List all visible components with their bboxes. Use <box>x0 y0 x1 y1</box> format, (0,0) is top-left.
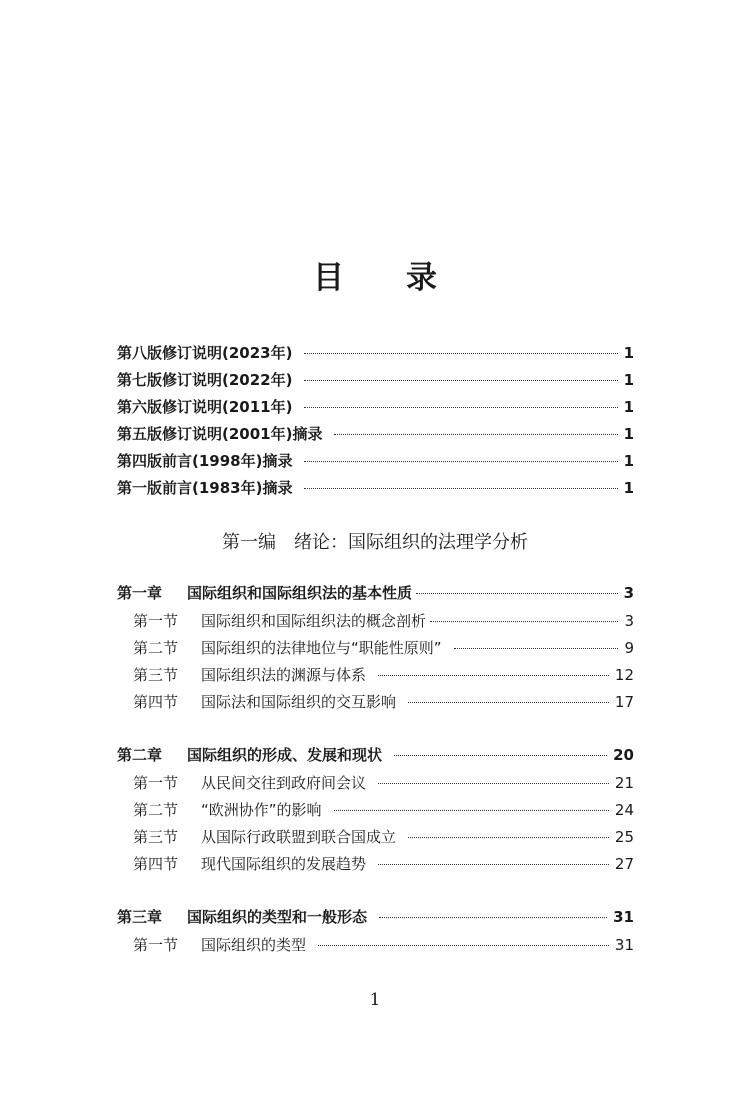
leader-dots <box>304 488 617 489</box>
section-title: 现代国际组织的发展趋势 <box>201 855 367 873</box>
toc-entry-page: 3 <box>624 612 634 630</box>
section-title: “欧洲协作”的影响 <box>201 801 322 819</box>
toc-entry-section-1-4[interactable] <box>133 692 634 712</box>
leader-dots <box>378 783 609 784</box>
toc-entry-page: 1 <box>623 425 634 443</box>
leader-dots <box>408 702 609 703</box>
title-char-1: 目 <box>313 260 344 296</box>
toc-entry-label: 第五版修订说明(2001年)摘录 <box>117 425 323 443</box>
leader-dots <box>304 461 617 462</box>
toc-entry-page: 1 <box>623 344 634 362</box>
section-number: 第四节 <box>133 693 179 711</box>
chapter-number: 第三章 <box>117 908 163 926</box>
toc-entry-chapter-1[interactable] <box>117 583 634 603</box>
section-number: 第四节 <box>133 855 179 873</box>
section-number: 第三节 <box>133 666 179 684</box>
section-number: 第二节 <box>133 639 179 657</box>
toc-entry-front-2[interactable] <box>117 370 634 390</box>
toc-entry-page: 17 <box>614 693 634 711</box>
title-char-2: 录 <box>406 260 437 296</box>
section-title: 从民间交往到政府间会议 <box>201 774 367 792</box>
chapter-title: 国际组织的形成、发展和现状 <box>187 746 383 764</box>
toc-entry-front-6[interactable] <box>117 478 634 498</box>
page-title <box>0 252 750 297</box>
toc-entry-chapter-3[interactable] <box>117 907 634 927</box>
leader-dots <box>394 755 607 756</box>
toc-entry-section-1-1[interactable] <box>133 611 634 631</box>
toc-entry-page: 9 <box>624 639 634 657</box>
section-title: 国际组织的法律地位与“职能性原则” <box>201 639 442 657</box>
toc-entry-page: 1 <box>623 452 634 470</box>
leader-dots <box>304 407 617 408</box>
section-title: 国际组织的类型 <box>201 936 307 954</box>
section-number: 第二节 <box>133 801 179 819</box>
toc-entry-section-2-4[interactable] <box>133 854 634 874</box>
toc-entry-page: 1 <box>623 398 634 416</box>
leader-dots <box>378 675 609 676</box>
toc-entry-section-1-2[interactable] <box>133 638 634 658</box>
toc-entry-page: 12 <box>614 666 634 684</box>
chapter-title: 国际组织和国际组织法的基本性质 <box>187 584 413 602</box>
toc-entry-section-2-1[interactable] <box>133 773 634 793</box>
toc-entry-front-3[interactable] <box>117 397 634 417</box>
part-title: 绪论：国际组织的法理学分析 <box>294 532 528 553</box>
toc-entry-label: 第四版前言(1998年)摘录 <box>117 452 293 470</box>
toc-entry-section-2-2[interactable] <box>133 800 634 820</box>
section-title: 从国际行政联盟到联合国成立 <box>201 828 397 846</box>
toc-entry-label: 第八版修订说明(2023年) <box>117 344 293 362</box>
toc-entry-page: 21 <box>614 774 634 792</box>
toc-entry-label: 第七版修订说明(2022年) <box>117 371 293 389</box>
toc-entry-page: 1 <box>623 479 634 497</box>
toc-entry-front-5[interactable] <box>117 451 634 471</box>
section-number: 第一节 <box>133 936 179 954</box>
leader-dots <box>318 945 609 946</box>
toc-entry-section-3-1[interactable] <box>133 935 634 955</box>
toc-entry-chapter-2[interactable] <box>117 745 634 765</box>
section-number: 第一节 <box>133 612 179 630</box>
leader-dots <box>379 917 607 918</box>
toc-entry-label: 第一版前言(1983年)摘录 <box>117 479 293 497</box>
chapter-title: 国际组织的类型和一般形态 <box>187 908 368 926</box>
toc-entry-page: 20 <box>613 746 634 764</box>
leader-dots <box>416 593 618 594</box>
toc-entry-page: 3 <box>623 584 634 602</box>
toc-entry-page: 27 <box>614 855 634 873</box>
toc-entry-front-1[interactable] <box>117 343 634 363</box>
part-heading <box>0 528 750 554</box>
section-number: 第三节 <box>133 828 179 846</box>
section-title: 国际法和国际组织的交互影响 <box>201 693 397 711</box>
leader-dots <box>378 864 609 865</box>
part-number: 第一编 <box>222 532 276 553</box>
chapter-number: 第一章 <box>117 584 163 602</box>
toc-entry-page: 24 <box>614 801 634 819</box>
leader-dots <box>334 810 609 811</box>
toc-entry-page: 31 <box>613 908 634 926</box>
toc-entry-page: 1 <box>623 371 634 389</box>
leader-dots <box>454 648 618 649</box>
toc-entry-page: 25 <box>614 828 634 846</box>
page-number: 1 <box>369 990 381 1010</box>
chapter-number: 第二章 <box>117 746 163 764</box>
leader-dots <box>430 621 618 622</box>
leader-dots <box>304 380 617 381</box>
section-title: 国际组织和国际组织法的概念剖析 <box>201 612 427 630</box>
section-number: 第一节 <box>133 774 179 792</box>
leader-dots <box>334 434 617 435</box>
toc-entry-front-4[interactable] <box>117 424 634 444</box>
leader-dots <box>408 837 609 838</box>
toc-entry-section-1-3[interactable] <box>133 665 634 685</box>
section-title: 国际组织法的渊源与体系 <box>201 666 367 684</box>
toc-entry-label: 第六版修订说明(2011年) <box>117 398 293 416</box>
toc-entry-section-2-3[interactable] <box>133 827 634 847</box>
toc-entry-page: 31 <box>614 936 634 954</box>
leader-dots <box>304 353 617 354</box>
